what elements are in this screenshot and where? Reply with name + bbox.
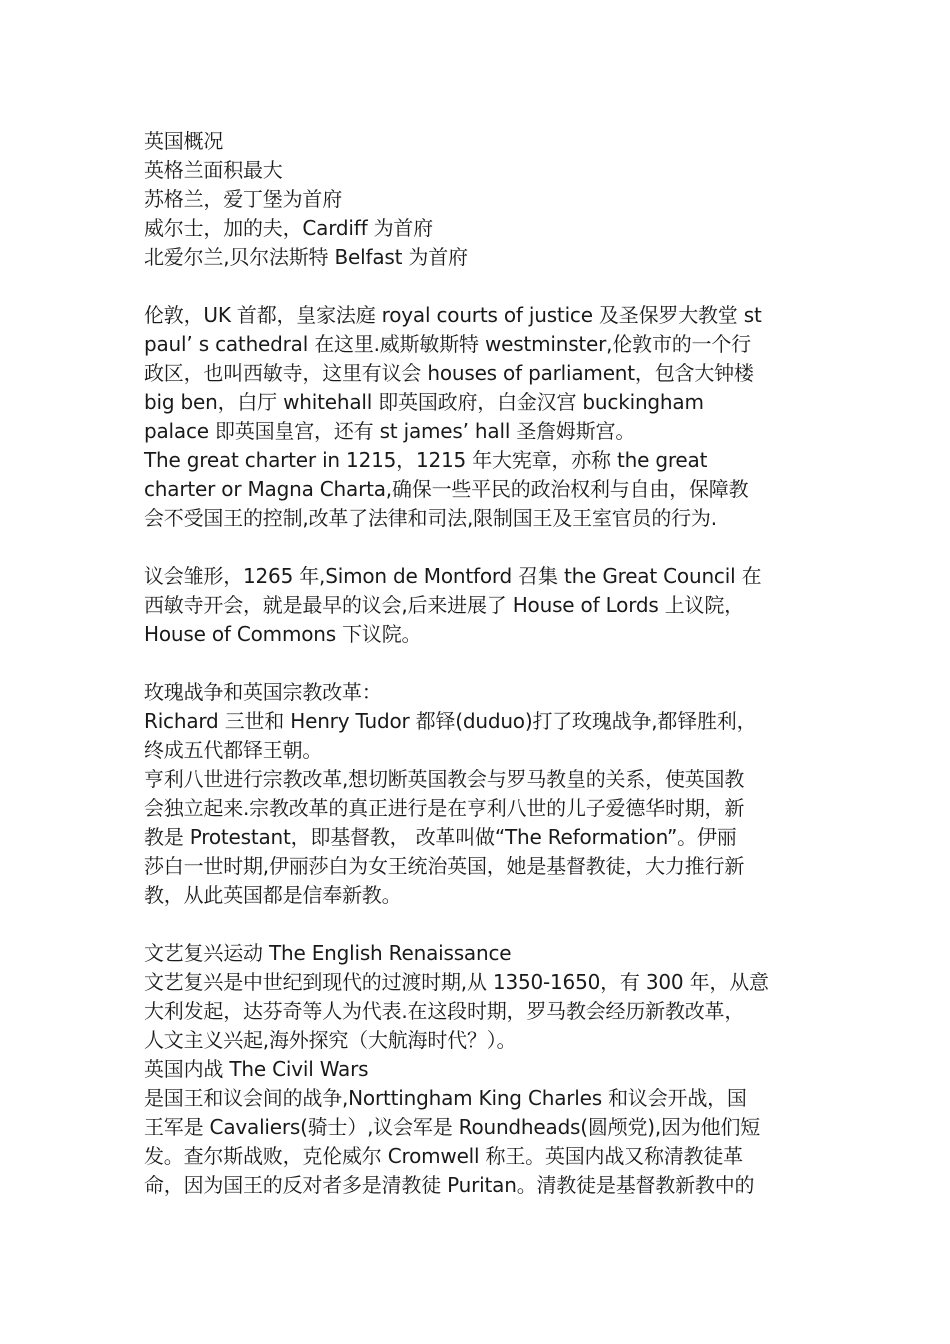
paragraph-gap bbox=[144, 272, 814, 301]
text-line: 教是 Protestant，即基督教， 改革叫做“The Reformation”。伊丽 bbox=[144, 825, 737, 849]
text-line: 大利发起，达芬奇等人为代表.在这段时期，罗马教会经历新教改革， bbox=[144, 999, 745, 1023]
doc-title: 英国概况 bbox=[144, 129, 224, 153]
text-line: 苏格兰，爱丁堡为首府 bbox=[144, 187, 342, 211]
text-line: Richard 三世和 Henry Tudor 都铎(duduo)打了玫瑰战争,都铎胜利， bbox=[144, 709, 757, 733]
text-line: 政区，也叫西敏寺，这里有议会 houses of parliament，包含大钟楼 bbox=[144, 361, 754, 385]
text-line: 北爱尔兰,贝尔法斯特 Belfast 为首府 bbox=[144, 245, 468, 269]
paragraph-gap bbox=[144, 910, 814, 939]
text-line: 是国王和议会间的战争,Norttingham King Charles 和议会开战，国 bbox=[144, 1086, 747, 1110]
text-line: 亨利八世进行宗教改革,想切断英国教会与罗马教皇的关系，使英国教 bbox=[144, 767, 745, 791]
text-line: paul’ s cathedral 在这里.威斯敏斯特 westminster,伦敦市的一个行 bbox=[144, 332, 751, 356]
text-line: 文艺复兴是中世纪到现代的过渡时期,从 1350-1650，有 300 年，从意 bbox=[144, 970, 769, 994]
section-heading: 玫瑰战争和英国宗教改革： bbox=[144, 680, 382, 704]
text-line: 人文主义兴起,海外探究（大航海时代？）。 bbox=[144, 1028, 517, 1052]
text-line: 王军是 Cavaliers(骑士）,议会军是 Roundheads(圆颅党),因为他们短 bbox=[144, 1115, 761, 1139]
paragraph-gap bbox=[144, 533, 814, 562]
text-line: 英格兰面积最大 bbox=[144, 158, 283, 182]
text-line: 发。查尔斯战败，克伦威尔 Cromwell 称王。英国内战又称清教徒革 bbox=[144, 1144, 743, 1168]
paragraph-gap bbox=[144, 649, 814, 678]
text-line: 伦敦，UK 首都，皇家法庭 royal courts of justice 及圣保罗大教堂 st bbox=[144, 303, 762, 327]
text-line: 会独立起来.宗教改革的真正进行是在亨利八世的儿子爱德华时期，新 bbox=[144, 796, 745, 820]
text-line: 议会雏形，1265 年,Simon de Montford 召集 the Great Council 在 bbox=[144, 564, 762, 588]
text-line: 会不受国王的控制,改革了法律和司法,限制国王及王室官员的行为. bbox=[144, 506, 717, 530]
text-line: 威尔士，加的夫，Cardiff 为首府 bbox=[144, 216, 433, 240]
text-line: 教，从此英国都是信奉新教。 bbox=[144, 883, 402, 907]
text-line: The great charter in 1215，1215 年大宪章，亦称 the great bbox=[144, 448, 708, 472]
section-heading: 文艺复兴运动 The English Renaissance bbox=[144, 941, 512, 965]
text-line: big ben，白厅 whitehall 即英国政府，白金汉宫 buckingham bbox=[144, 390, 704, 414]
text-line: 西敏寺开会，就是最早的议会,后来进展了 House of Lords 上议院， bbox=[144, 593, 744, 617]
document-body bbox=[144, 127, 814, 1200]
text-line: 终成五代都铎王朝。 bbox=[144, 738, 323, 762]
text-line: 命，因为国王的反对者多是清教徒 Puritan。清教徒是基督教新教中的 bbox=[144, 1173, 755, 1197]
section-heading: 英国内战 The Civil Wars bbox=[144, 1057, 369, 1081]
text-line: House of Commons 下议院。 bbox=[144, 622, 422, 646]
text-line: 莎白一世时期,伊丽莎白为女王统治英国，她是基督教徒，大力推行新 bbox=[144, 854, 745, 878]
text-line: palace 即英国皇宫，还有 st james’ hall 圣詹姆斯宫。 bbox=[144, 419, 636, 443]
text-line: charter or Magna Charta,确保一些平民的政治权利与自由，保障教 bbox=[144, 477, 749, 501]
